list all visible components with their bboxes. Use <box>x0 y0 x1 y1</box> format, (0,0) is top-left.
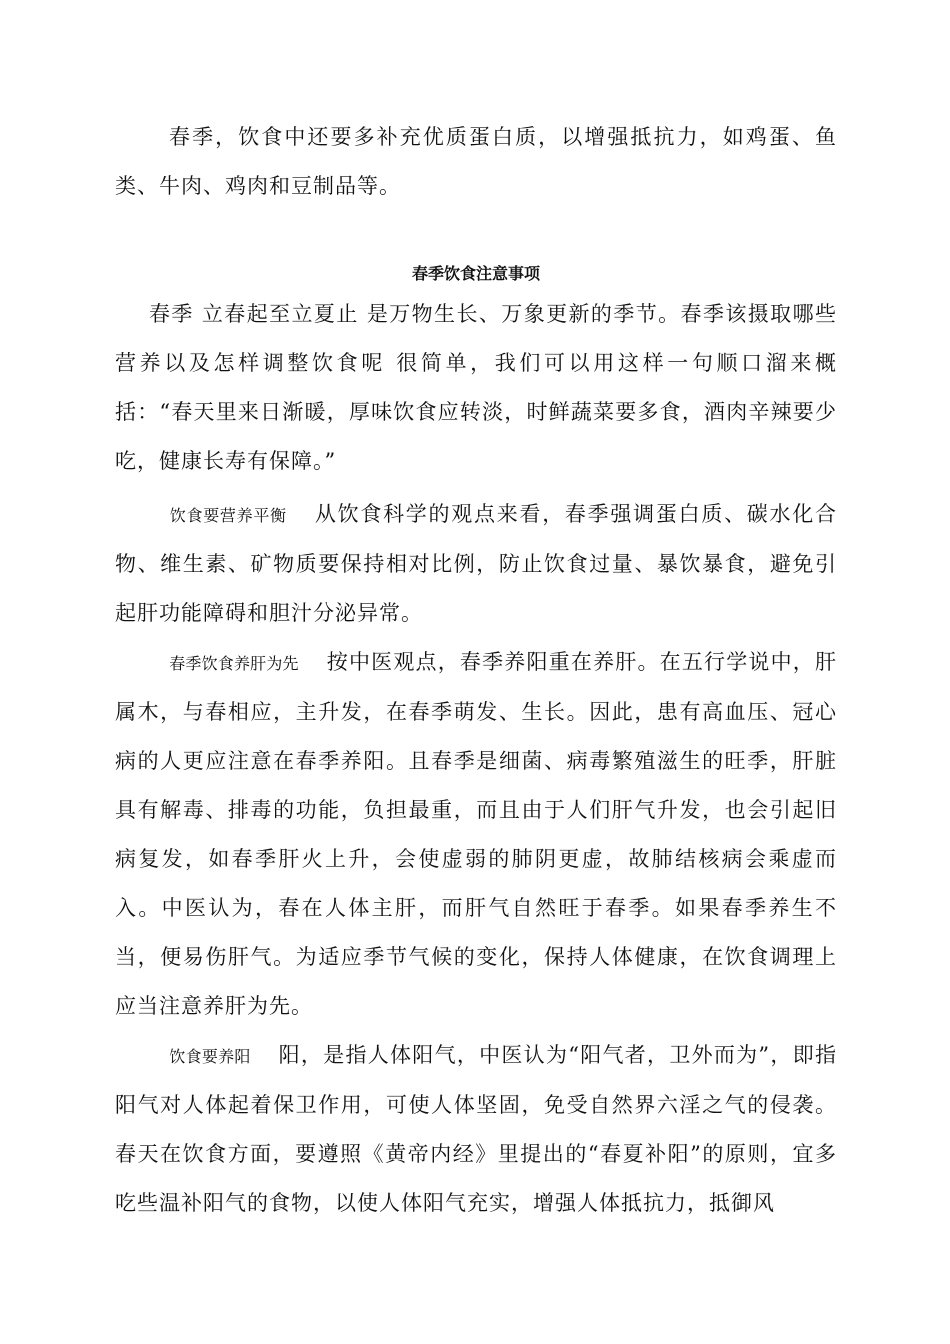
section-paragraph-balance <box>115 490 837 638</box>
opening-paragraph: 春季 立春起至立夏止 是万物生长、万象更新的季节。春季该摄取哪些营养以及怎样调整饮食呢 很简单，我们可以用这样一句顺口溜来概括：“春天里来日渐暖，厚味饮食应转淡，时鲜蔬菜要多食，酒肉辛辣要少吃，健康长寿有保障。” <box>115 302 837 473</box>
section-paragraph-liver <box>115 638 837 1031</box>
section-heading-yang: 饮食要养阳 <box>169 1047 251 1066</box>
section-heading-balance: 饮食要营养平衡 <box>169 506 287 525</box>
section-body-liver: 按中医观点，春季养阳重在养肝。在五行学说中，肝属木，与春相应，主升发，在春季萌发、生长。因此，患有高血压、冠心病的人更应注意在春季养阳。且春季是细菌、病毒繁殖滋生的旺季，肝脏具有解毒、排毒的功能，负担最重，而且由于人们肝气升发，也会引起旧病复发，如春季肝火上升，会使虚弱的肺阴更虚，故肺结核病会乘虚而入。中医认为，春在人体主肝，而肝气自然旺于春季。如果春季养生不当，便易伤肝气。为适应季节气候的变化，保持人体健康，在饮食调理上应当注意养肝为先。 <box>115 650 837 1018</box>
section-body-yang: 阳，是指人体阳气，中医认为“阳气者，卫外而为”，即指阳气对人体起着保卫作用，可使人体坚固，免受自然界六淫之气的侵袭。春天在饮食方面，要遵照《黄帝内经》里提出的“春夏补阳”的原则，宜多吃些温补阳气的食物，以使人体阳气充实，增强人体抵抗力，抵御风 <box>115 1043 837 1215</box>
section-paragraph-yang <box>115 1031 837 1228</box>
intro-paragraph: 春季，饮食中还要多补充优质蛋白质，以增强抵抗力，如鸡蛋、鱼类、牛肉、鸡肉和豆制品等。 <box>115 125 837 198</box>
section-body-balance: 从饮食科学的观点来看，春季强调蛋白质、碳水化合物、维生素、矿物质要保持相对比例，防止饮食过量、暴饮暴食，避免引起肝功能障碍和胆汁分泌异常。 <box>115 502 837 625</box>
article-title: 春季饮食注意事项 <box>411 264 540 283</box>
section-heading-liver: 春季饮食养肝为先 <box>169 654 299 673</box>
